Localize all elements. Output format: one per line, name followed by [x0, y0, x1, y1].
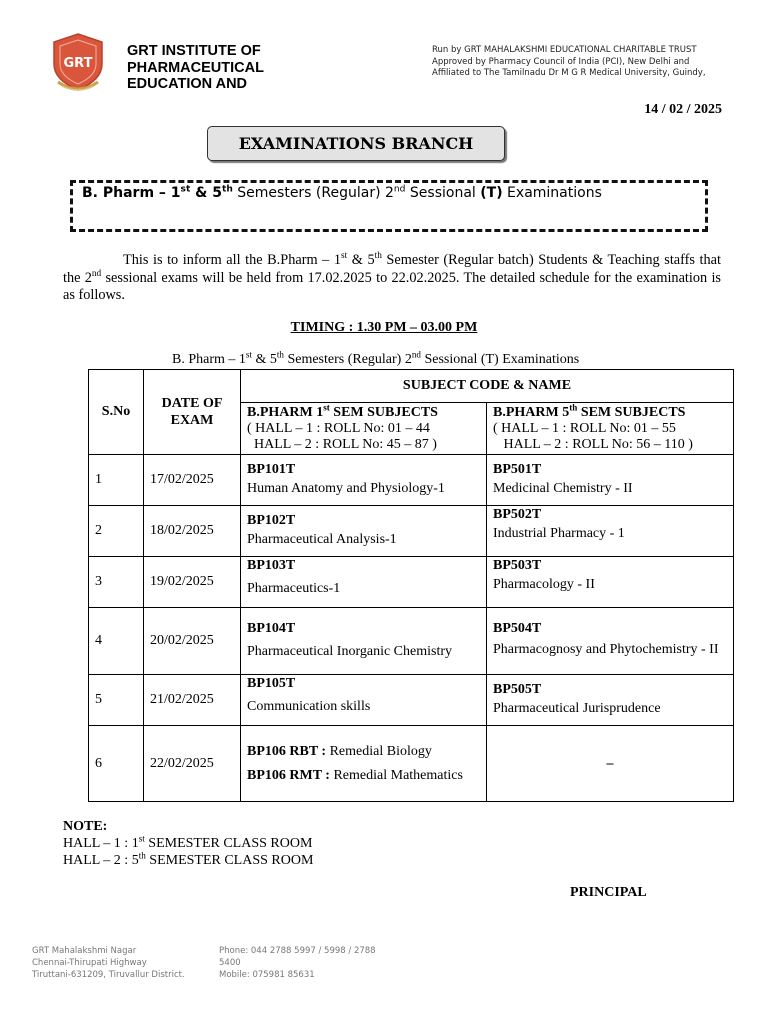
footer-line: Mobile: 075981 85631 — [219, 970, 315, 980]
institute-line: EDUCATION AND — [127, 76, 248, 89]
subject-name: Pharmacology - II — [493, 577, 595, 592]
table-caption — [172, 349, 580, 368]
subject-name: Pharmaceutical Inorganic Chemistry — [247, 644, 453, 659]
examinations-branch-title: EXAMINATIONS BRANCH — [207, 126, 505, 161]
row-sno: 2 — [89, 506, 144, 557]
row-date: 21/02/2025 — [144, 675, 241, 726]
row-sno: 3 — [89, 557, 144, 608]
footer-line: 5400 — [219, 958, 241, 968]
note-text: SEMESTER CLASS ROOM — [145, 853, 314, 868]
sup: th — [374, 251, 382, 262]
row-date: 18/02/2025 — [144, 506, 241, 557]
exam-title-t: (T) — [480, 185, 503, 201]
sem5-header — [487, 403, 734, 455]
row-date: 17/02/2025 — [144, 455, 241, 506]
exam-title-middle: Semesters (Regular) 2 — [232, 185, 394, 201]
footer-line: Chennai-Thirupati Highway — [32, 958, 147, 968]
sup: nd — [411, 349, 421, 360]
col-sno-header: S.No — [89, 370, 144, 455]
trust-line: Run by GRT MAHALAKSHMI EDUCATIONAL CHARITABLE TRUST — [432, 45, 697, 55]
trust-line: Affiliated to The Tamilnadu Dr M G R Medical University, Guindy, — [432, 68, 706, 78]
subject-name: Pharmaceutical Analysis-1 — [247, 532, 397, 547]
intro-text: This is to inform all the B.Pharm – 1 — [123, 252, 342, 268]
subject-name: Remedial Mathematics — [329, 767, 463, 783]
caption-text: B. Pharm – 1 — [172, 352, 246, 367]
sup: st — [245, 349, 252, 360]
row-sno: 1 — [89, 455, 144, 506]
sem1-hall1: ( HALL – 1 : ROLL No: 01 – 44 — [247, 420, 430, 436]
sup: st — [180, 184, 191, 195]
sem5-title: B.PHARM 5 — [493, 404, 570, 420]
notes — [63, 818, 313, 869]
subject-code: BP505T — [493, 682, 542, 697]
subject-name: Medicinal Chemistry - II — [493, 481, 633, 496]
subject-name: Pharmacognosy and Phytochemistry - II — [493, 642, 719, 657]
subject-code: BP102T — [247, 513, 296, 528]
subject-name: Communication skills — [247, 699, 371, 714]
sem1-title: B.PHARM 1 — [247, 404, 324, 420]
sem5-hall2: HALL – 2 : ROLL No: 56 – 110 ) — [503, 436, 693, 452]
footer-address — [32, 945, 212, 985]
subject-code: BP503T — [493, 558, 542, 573]
sem1-subject — [241, 557, 487, 608]
sem1-subject — [241, 506, 487, 557]
institute-line: PHARMACEUTICAL — [127, 59, 264, 76]
row-date: 20/02/2025 — [144, 608, 241, 675]
notes-title: NOTE: — [63, 819, 108, 834]
sem1-header — [241, 403, 487, 455]
institute-logo — [48, 32, 108, 96]
subject-code: BP502T — [493, 507, 542, 522]
footer-contact — [219, 945, 409, 993]
col-subject-header: SUBJECT CODE & NAME — [241, 370, 734, 403]
subject-code: BP501T — [493, 462, 542, 477]
col-date-header: DATE OF EXAM — [144, 370, 241, 455]
intro-text: & 5 — [347, 252, 375, 268]
footer-line: GRT Mahalakshmi Nagar — [32, 946, 137, 956]
table-row — [89, 506, 734, 557]
exam-schedule-table — [88, 369, 734, 802]
row-date: 19/02/2025 — [144, 557, 241, 608]
institute-name — [127, 43, 297, 89]
subject-name: Pharmaceutics-1 — [247, 581, 341, 596]
sem5-subject — [487, 608, 734, 675]
caption-text: Sessional (T) Examinations — [420, 352, 580, 367]
sem5-subject — [487, 506, 734, 557]
sup: th — [569, 401, 578, 412]
exam-title-amp: & 5 — [190, 185, 222, 201]
note-text: HALL – 2 : 5 — [63, 853, 139, 868]
subject-code: BP104T — [247, 621, 296, 636]
intro-paragraph — [63, 252, 721, 305]
caption-text: & 5 — [251, 352, 277, 367]
subject-name: Pharmaceutical Jurisprudence — [493, 701, 661, 716]
document-date: 14 / 02 / 2025 — [644, 102, 722, 117]
note-hall1 — [63, 835, 313, 852]
subject-code: BP103T — [247, 558, 296, 573]
caption-text: Semesters (Regular) 2 — [283, 352, 412, 367]
table-row — [89, 557, 734, 608]
timing-text: TIMING : 1.30 PM – 03.00 PM — [290, 320, 478, 335]
sem5-empty: – — [487, 726, 734, 802]
table-row — [89, 726, 734, 802]
sup: th — [222, 184, 233, 195]
table-row — [89, 675, 734, 726]
sem1-subject — [241, 455, 487, 506]
sem1-subject — [241, 675, 487, 726]
principal-signature-label: PRINCIPAL — [570, 885, 647, 900]
note-text: HALL – 1 : 1 — [63, 836, 139, 851]
exam-title-suffix: Examinations — [502, 185, 602, 201]
row-sno: 4 — [89, 608, 144, 675]
logo-text: GRT — [63, 56, 93, 71]
sem5-hall1: ( HALL – 1 : ROLL No: 01 – 55 — [493, 420, 676, 436]
subject-code: BP101T — [247, 462, 296, 477]
subject-code: BP504T — [493, 621, 542, 636]
row-sno: 5 — [89, 675, 144, 726]
sem1-hall2: HALL – 2 : ROLL No: 45 – 87 ) — [254, 436, 437, 452]
table-row — [89, 455, 734, 506]
subject-code: BP105T — [247, 676, 296, 691]
exam-title-prefix: B. Pharm – 1 — [82, 185, 181, 201]
table-row — [89, 608, 734, 675]
row-date: 22/02/2025 — [144, 726, 241, 802]
timing — [0, 320, 768, 336]
footer-line: Phone: 044 2788 5997 / 5998 / 2788 — [219, 946, 376, 956]
intro-text: Semester (Regular batch) Students & Teaching staffs that the 2 — [63, 252, 721, 286]
note-hall2 — [63, 852, 313, 869]
exam-title — [82, 185, 602, 201]
subject-code: BP106 RBT : — [247, 743, 327, 759]
exam-title-sessional: Sessional — [405, 185, 481, 201]
subject-name: Industrial Pharmacy - 1 — [493, 526, 625, 541]
intro-text: sessional exams will be held from 17.02.2025 to 22.02.2025. The detailed schedule for the examination is as follows. — [63, 269, 721, 303]
row-sno: 6 — [89, 726, 144, 802]
subject-code: BP106 RMT : — [247, 767, 330, 783]
sup: st — [341, 251, 348, 262]
sup: th — [276, 349, 284, 360]
sem1-subject — [241, 726, 487, 802]
institute-line: GRT INSTITUTE OF — [127, 43, 261, 59]
sem5-subject — [487, 455, 734, 506]
sup: st — [323, 401, 330, 412]
sup: st — [138, 833, 145, 844]
footer-line: Tiruttani-631209, Tiruvallur District. — [32, 970, 185, 980]
subject-name: Human Anatomy and Physiology-1 — [247, 481, 445, 496]
sup: th — [138, 850, 146, 861]
sup: nd — [91, 268, 102, 279]
sup: nd — [393, 184, 406, 195]
note-text: SEMESTER CLASS ROOM — [144, 836, 313, 851]
subject-name: Remedial Biology — [326, 743, 432, 759]
sem5-subject — [487, 557, 734, 608]
sem5-title: SEM SUBJECTS — [577, 404, 686, 420]
sem1-title: SEM SUBJECTS — [329, 404, 438, 420]
trust-info — [432, 45, 732, 85]
sem5-subject — [487, 675, 734, 726]
sem1-subject — [241, 608, 487, 675]
trust-line: Approved by Pharmacy Council of India (PCI), New Delhi and — [432, 56, 690, 67]
